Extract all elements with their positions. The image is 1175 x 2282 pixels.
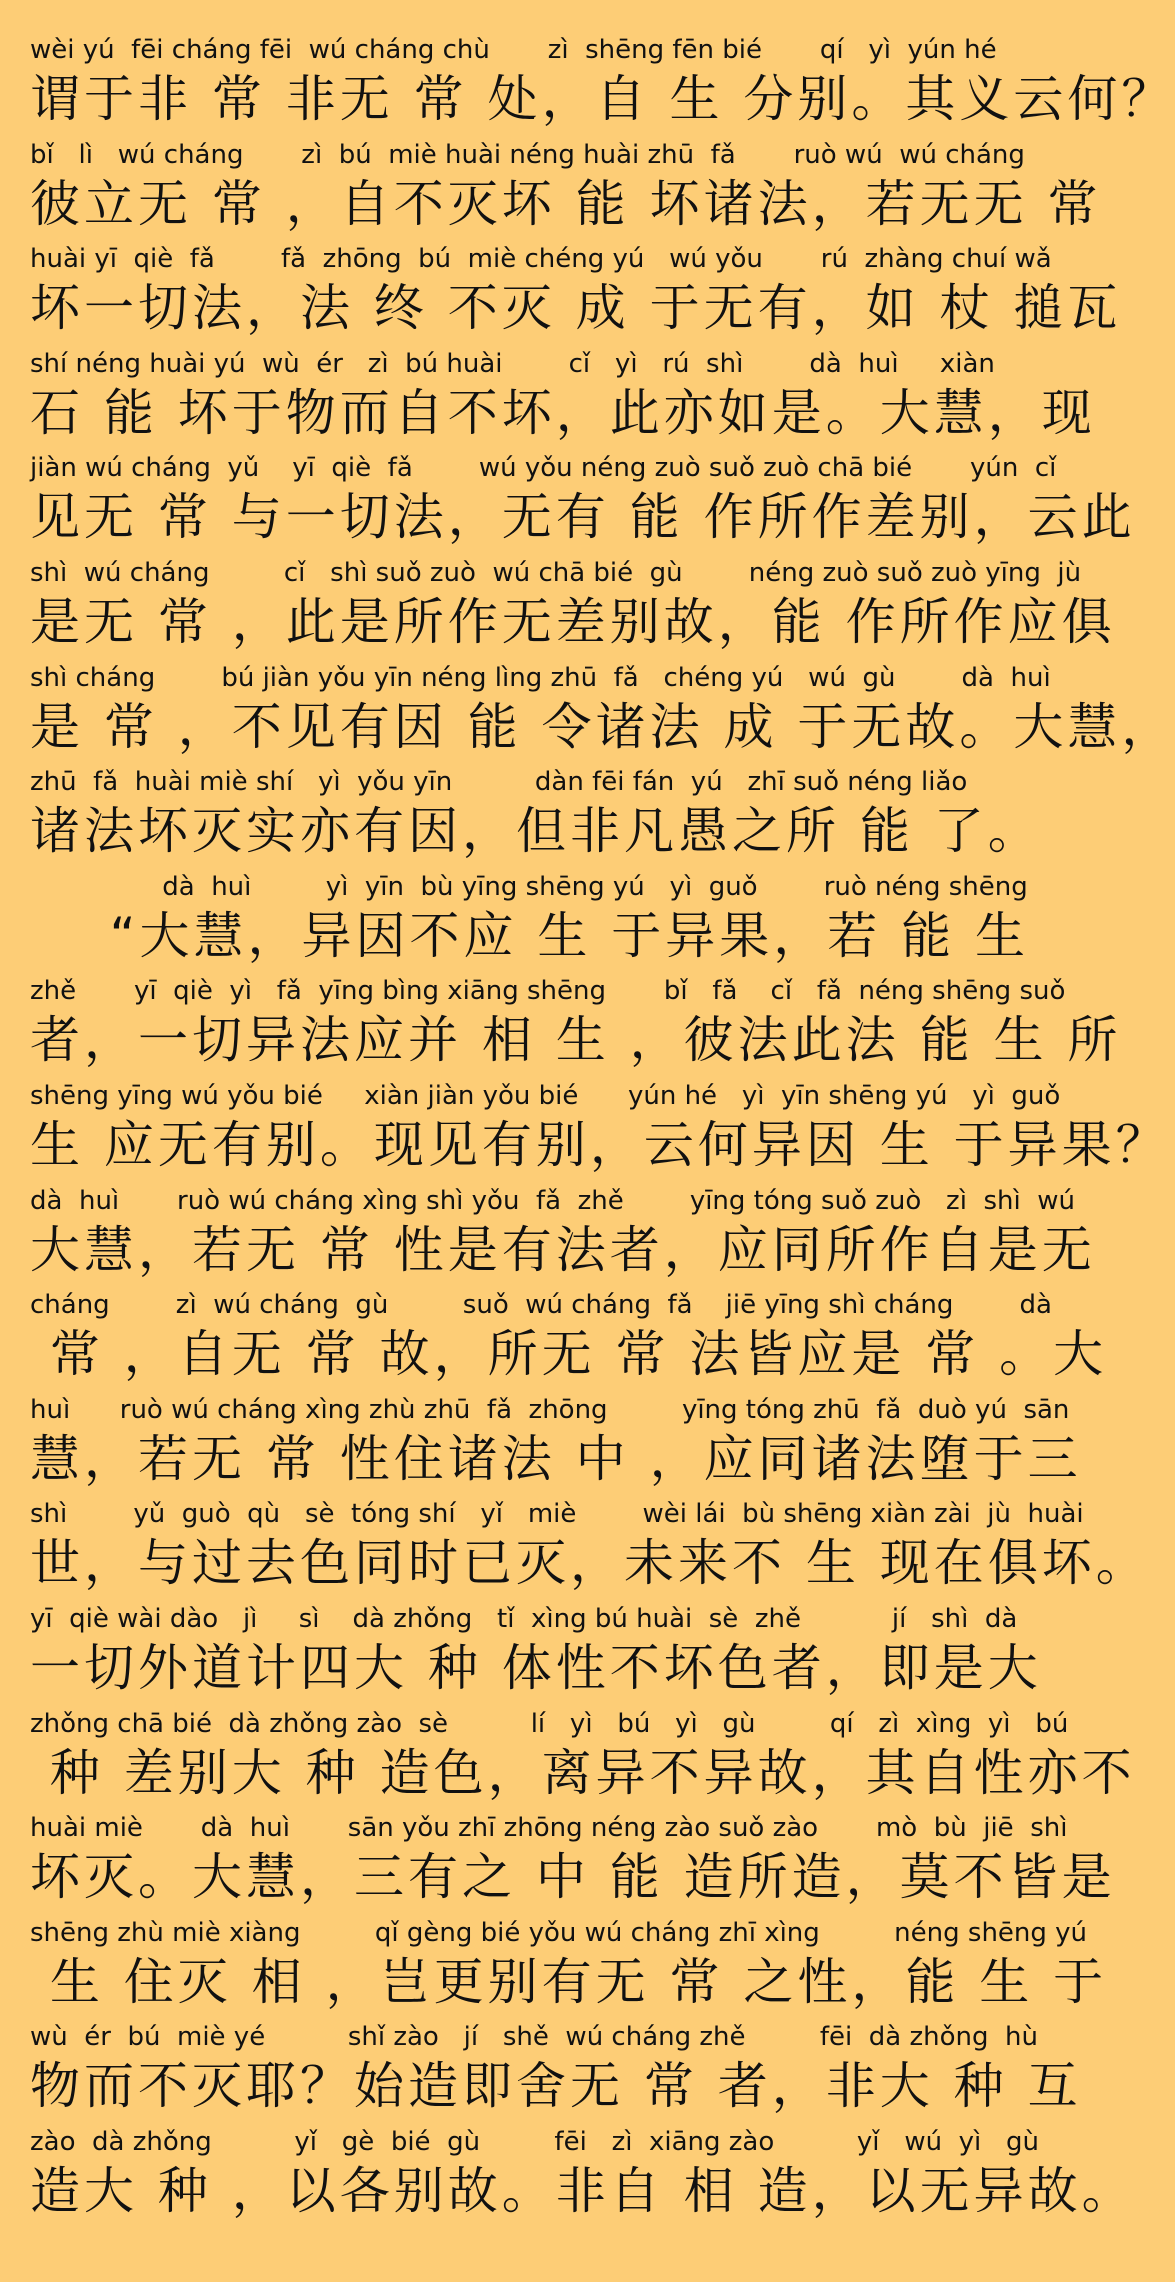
pinyin-line: huài yī qiè fǎ fǎ zhōng bú miè chéng yú wú yǒu rú zhàng chuí wǎ: [30, 244, 1052, 275]
pinyin-line: zhū fǎ huài miè shí yì yǒu yīn dàn fēi fán yú zhī suǒ néng liǎo: [30, 767, 968, 798]
hanzi-line: 物而不灭耶？始造即舍无 常 者，非大 种 互: [30, 2057, 1082, 2116]
pinyin-line: zhǒng chā bié dà zhǒng zào sè lí yì bú yì gù qí zì xìng yì bú: [30, 1708, 1069, 1739]
text-line: [30, 1917, 1108, 2022]
pinyin-line: zào dà zhǒng yǐ gè bié gù fēi zì xiāng zào yǐ wú yì gù: [30, 2126, 1039, 2157]
hanzi-line: 见无 常 与一切法，无有 能 作所作差别，云此: [30, 488, 1136, 547]
hanzi-line: 大慧，若无 常 性是有法者，应同所作自是无: [30, 1220, 1096, 1279]
hanzi-line: 生 应无有别。现见有别，云何异因 生 于异果？: [30, 1115, 1170, 1174]
pinyin-line: shēng yīng wú yǒu bié xiàn jiàn yǒu bié yún hé yì yīn shēng yú yì guǒ: [30, 1080, 1061, 1111]
text-line: [30, 34, 1175, 139]
text-line: [30, 1498, 1150, 1603]
text-line: [30, 1289, 1108, 1394]
text-line: [30, 2126, 1136, 2231]
text-line: [30, 662, 1175, 767]
hanzi-line: 是 常 ，不见有因 能 令诸法 成 于无故。大慧，: [30, 697, 1175, 756]
text-line: [30, 1603, 1056, 1708]
pinyin-line: yī qiè wài dào jì sì dà zhǒng tǐ xìng bú huài sè zhě jí shì dà: [30, 1603, 1018, 1634]
pinyin-line: huì ruò wú cháng xìng zhù zhū fǎ zhōng yīng tóng zhū fǎ duò yú sān: [30, 1394, 1070, 1425]
pinyin-line: wù ér bú miè yé shǐ zào jí shě wú cháng zhě fēi dà zhǒng hù: [30, 2022, 1038, 2053]
pinyin-line: cháng zì wú cháng gù suǒ wú cháng fǎ jiē yīng shì cháng dà: [30, 1290, 1052, 1321]
pinyin-line: shì yǔ guò qù sè tóng shí yǐ miè wèi lái bù shēng xiàn zài jù huài: [30, 1499, 1084, 1530]
text-line: [30, 557, 1116, 662]
text-line: [30, 1080, 1170, 1185]
hanzi-line: 谓于非 常 非无 常 处，自 生 分别。其义云何？: [30, 70, 1175, 128]
text-line: [30, 1812, 1116, 1917]
text-line: [30, 766, 1056, 871]
hanzi-line: 常 ，自无 常 故，所无 常 法皆应是 常 。大: [30, 1325, 1108, 1384]
pinyin-line: wèi yú fēi cháng fēi wú cháng chù zì shēng fēn bié qí yì yún hé: [30, 35, 997, 65]
pinyin-line: shēng zhù miè xiàng qǐ gèng bié yǒu wú cháng zhī xìng néng shēng yú: [30, 1917, 1088, 1948]
pinyin-line: bǐ lì wú cháng zì bú miè huài néng huài zhū fǎ ruò wú wú cháng: [30, 139, 1025, 170]
pinyin-line: shì wú cháng cǐ shì suǒ zuò wú chā bié gù néng zuò suǒ zuò yīng jù: [30, 557, 1082, 588]
pinyin-line: jiàn wú cháng yǔ yī qiè fǎ wú yǒu néng zuò suǒ zuò chā bié yún cǐ: [30, 453, 1057, 484]
hanzi-line: 坏灭。大慧，三有之 中 能 造所造，莫不皆是: [30, 1848, 1116, 1907]
text-line: [30, 1394, 1082, 1499]
pinyin-line: dà huì yì yīn bù yīng shēng yú yì guǒ ruò néng shēng: [30, 871, 1028, 902]
text-line: [30, 871, 1056, 976]
text-line: [30, 1185, 1096, 1290]
hanzi-line: 石 能 坏于物而自不坏，此亦如是。大慧，现: [30, 383, 1096, 442]
pinyin-line: shì cháng bú jiàn yǒu yīn néng lìng zhū fǎ chéng yú wú gù dà huì: [30, 662, 1051, 693]
text-line: [30, 243, 1122, 348]
pinyin-line: dà huì ruò wú cháng xìng shì yǒu fǎ zhě yīng tóng suǒ zuò zì shì wú: [30, 1185, 1075, 1216]
hanzi-line: 种 差别大 种 造色，离异不异故，其自性亦不: [30, 1743, 1136, 1802]
hanzi-line: 诸法坏灭实亦有因，但非凡愚之所 能 了。: [30, 802, 1042, 861]
pinyin-line: shí néng huài yú wù ér zì bú huài cǐ yì rú shì dà huì xiàn: [30, 348, 995, 379]
pinyin-line: huài miè dà huì sān yǒu zhī zhōng néng zào suǒ zào mò bù jiē shì: [30, 1813, 1068, 1844]
text-line: [30, 139, 1102, 244]
hanzi-line: 彼立无 常 ，自不灭坏 能 坏诸法，若无无 常: [30, 174, 1102, 233]
text-line: [30, 1708, 1136, 1813]
hanzi-line: 造大 种 ，以各别故。非自 相 造，以无异故。: [30, 2161, 1136, 2220]
hanzi-line: 世，与过去色同时已灭，未来不 生 现在俱坏。: [30, 1534, 1150, 1593]
hanzi-line: 慧，若无 常 性住诸法 中 ，应同诸法堕于三: [30, 1429, 1082, 1488]
hanzi-line: 一切外道计四大 种 体性不坏色者，即是大: [30, 1638, 1042, 1697]
pinyin-line: zhě yī qiè yì fǎ yīng bìng xiāng shēng bǐ fǎ cǐ fǎ néng shēng suǒ: [30, 976, 1066, 1007]
hanzi-line: 坏一切法，法 终 不灭 成 于无有，如 杖 搥瓦: [30, 279, 1122, 338]
text-line: [30, 348, 1096, 453]
text-line: [30, 452, 1136, 557]
hanzi-line: 是无 常 ，此是所作无差别故，能 作所作应俱: [30, 592, 1116, 651]
hanzi-line: 者，一切异法应并 相 生 ，彼法此法 能 生 所: [30, 1011, 1122, 1070]
hanzi-line: 生 住灭 相 ，岂更别有无 常 之性，能 生 于: [30, 1952, 1108, 2011]
text-line: [30, 2021, 1082, 2126]
hanzi-line: “大慧，异因不应 生 于异果，若 能 生: [30, 906, 1030, 965]
text-line: [30, 975, 1122, 1080]
